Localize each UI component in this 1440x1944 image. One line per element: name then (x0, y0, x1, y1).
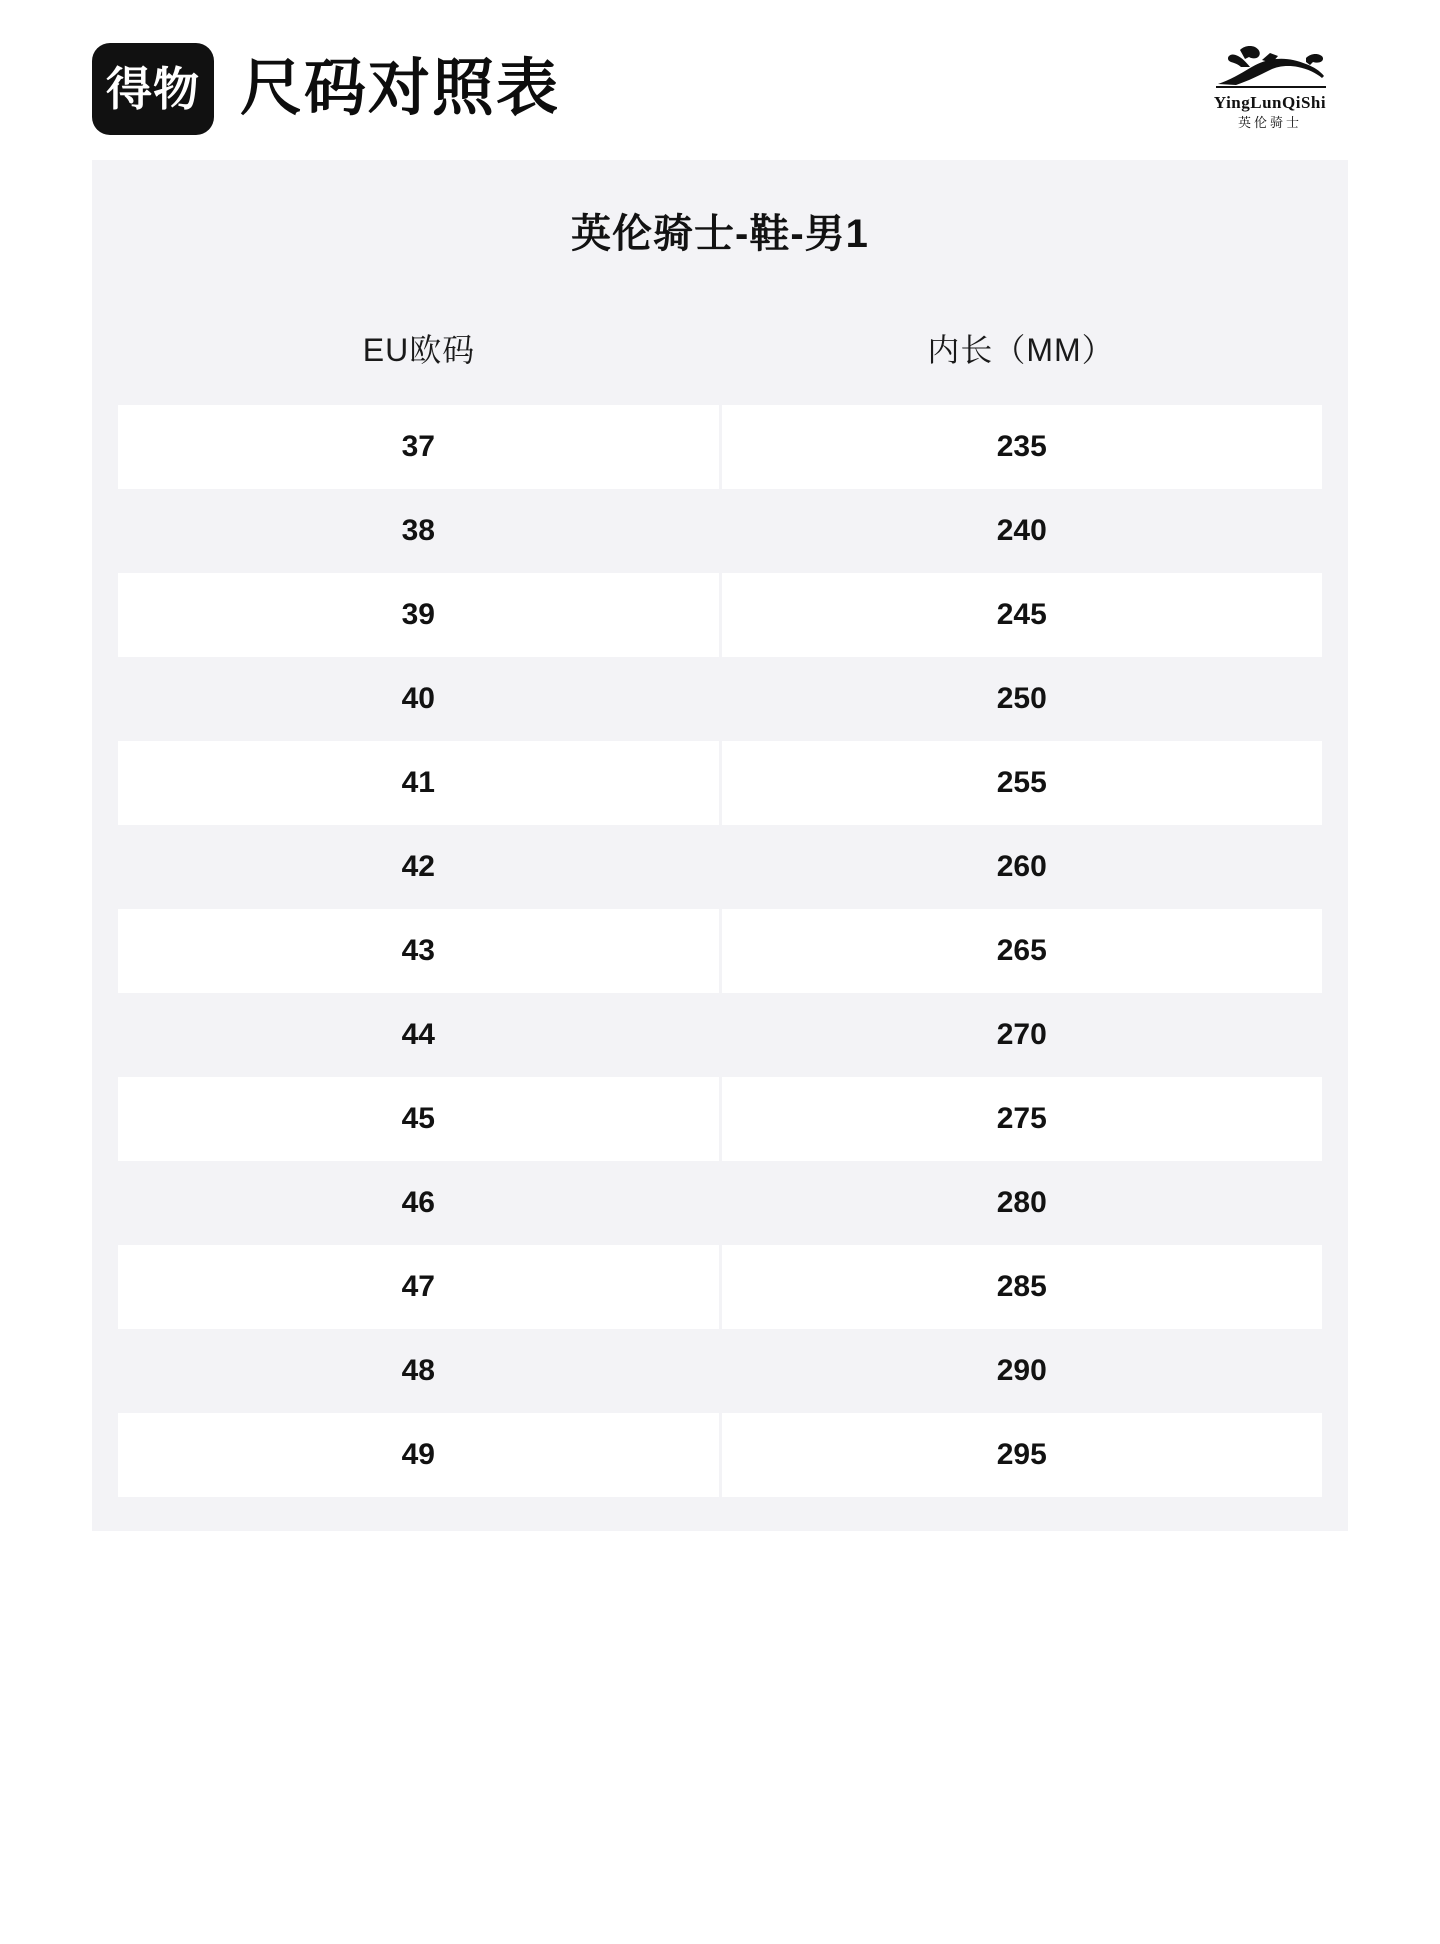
cell-inner-length: 245 (720, 573, 1322, 657)
table-body (118, 405, 1322, 1497)
table-row (118, 825, 1322, 909)
cell-inner-length: 285 (720, 1245, 1322, 1329)
cell-inner-length: 280 (720, 1161, 1322, 1245)
cell-inner-length: 235 (720, 405, 1322, 489)
brand-name-en: YingLunQiShi (1213, 92, 1327, 112)
cell-eu-size: 46 (118, 1161, 720, 1245)
cell-eu-size: 38 (118, 489, 720, 573)
table-row (118, 657, 1322, 741)
table-wrapper (92, 299, 1348, 1497)
cell-inner-length: 270 (720, 993, 1322, 1077)
cell-eu-size: 39 (118, 573, 720, 657)
size-chart-table (118, 299, 1322, 1497)
cell-eu-size: 42 (118, 825, 720, 909)
table-row (118, 909, 1322, 993)
table-row (118, 1413, 1322, 1497)
cell-eu-size: 43 (118, 909, 720, 993)
table-row (118, 993, 1322, 1077)
size-chart-card (92, 160, 1348, 1531)
cell-eu-size: 45 (118, 1077, 720, 1161)
cell-inner-length: 295 (720, 1413, 1322, 1497)
column-header-eu: EU欧码 (362, 332, 476, 368)
table-row (118, 1077, 1322, 1161)
cell-inner-length: 265 (720, 909, 1322, 993)
cell-eu-size: 49 (118, 1413, 720, 1497)
cell-eu-size: 41 (118, 741, 720, 825)
cell-inner-length: 290 (720, 1329, 1322, 1413)
table-row (118, 1245, 1322, 1329)
table-row (118, 1161, 1322, 1245)
table-row (118, 573, 1322, 657)
table-header-row (118, 299, 1322, 405)
cell-eu-size: 47 (118, 1245, 720, 1329)
app-logo-icon (92, 43, 214, 135)
cell-inner-length: 250 (720, 657, 1322, 741)
horse-rider-emblem-icon (1210, 40, 1330, 92)
cell-eu-size: 48 (118, 1329, 720, 1413)
page-header (0, 0, 1440, 150)
table-row (118, 741, 1322, 825)
table-header (118, 299, 1322, 405)
cell-eu-size: 44 (118, 993, 720, 1077)
app-logo-label: 得物 (106, 63, 200, 115)
table-row (118, 489, 1322, 573)
brand-name-cn: 英伦骑士 (1237, 114, 1302, 130)
cell-eu-size: 40 (118, 657, 720, 741)
chart-title: 英伦骑士-鞋-男1 (571, 212, 869, 256)
table-row (118, 405, 1322, 489)
cell-inner-length: 260 (720, 825, 1322, 909)
page-title: 尺码对照表 (240, 54, 561, 123)
column-header-length: 内长（MM） (927, 332, 1115, 368)
cell-inner-length: 240 (720, 489, 1322, 573)
cell-inner-length: 255 (720, 741, 1322, 825)
table-row (118, 1329, 1322, 1413)
cell-eu-size: 37 (118, 405, 720, 489)
cell-inner-length: 275 (720, 1077, 1322, 1161)
brand-mark (1210, 40, 1380, 139)
